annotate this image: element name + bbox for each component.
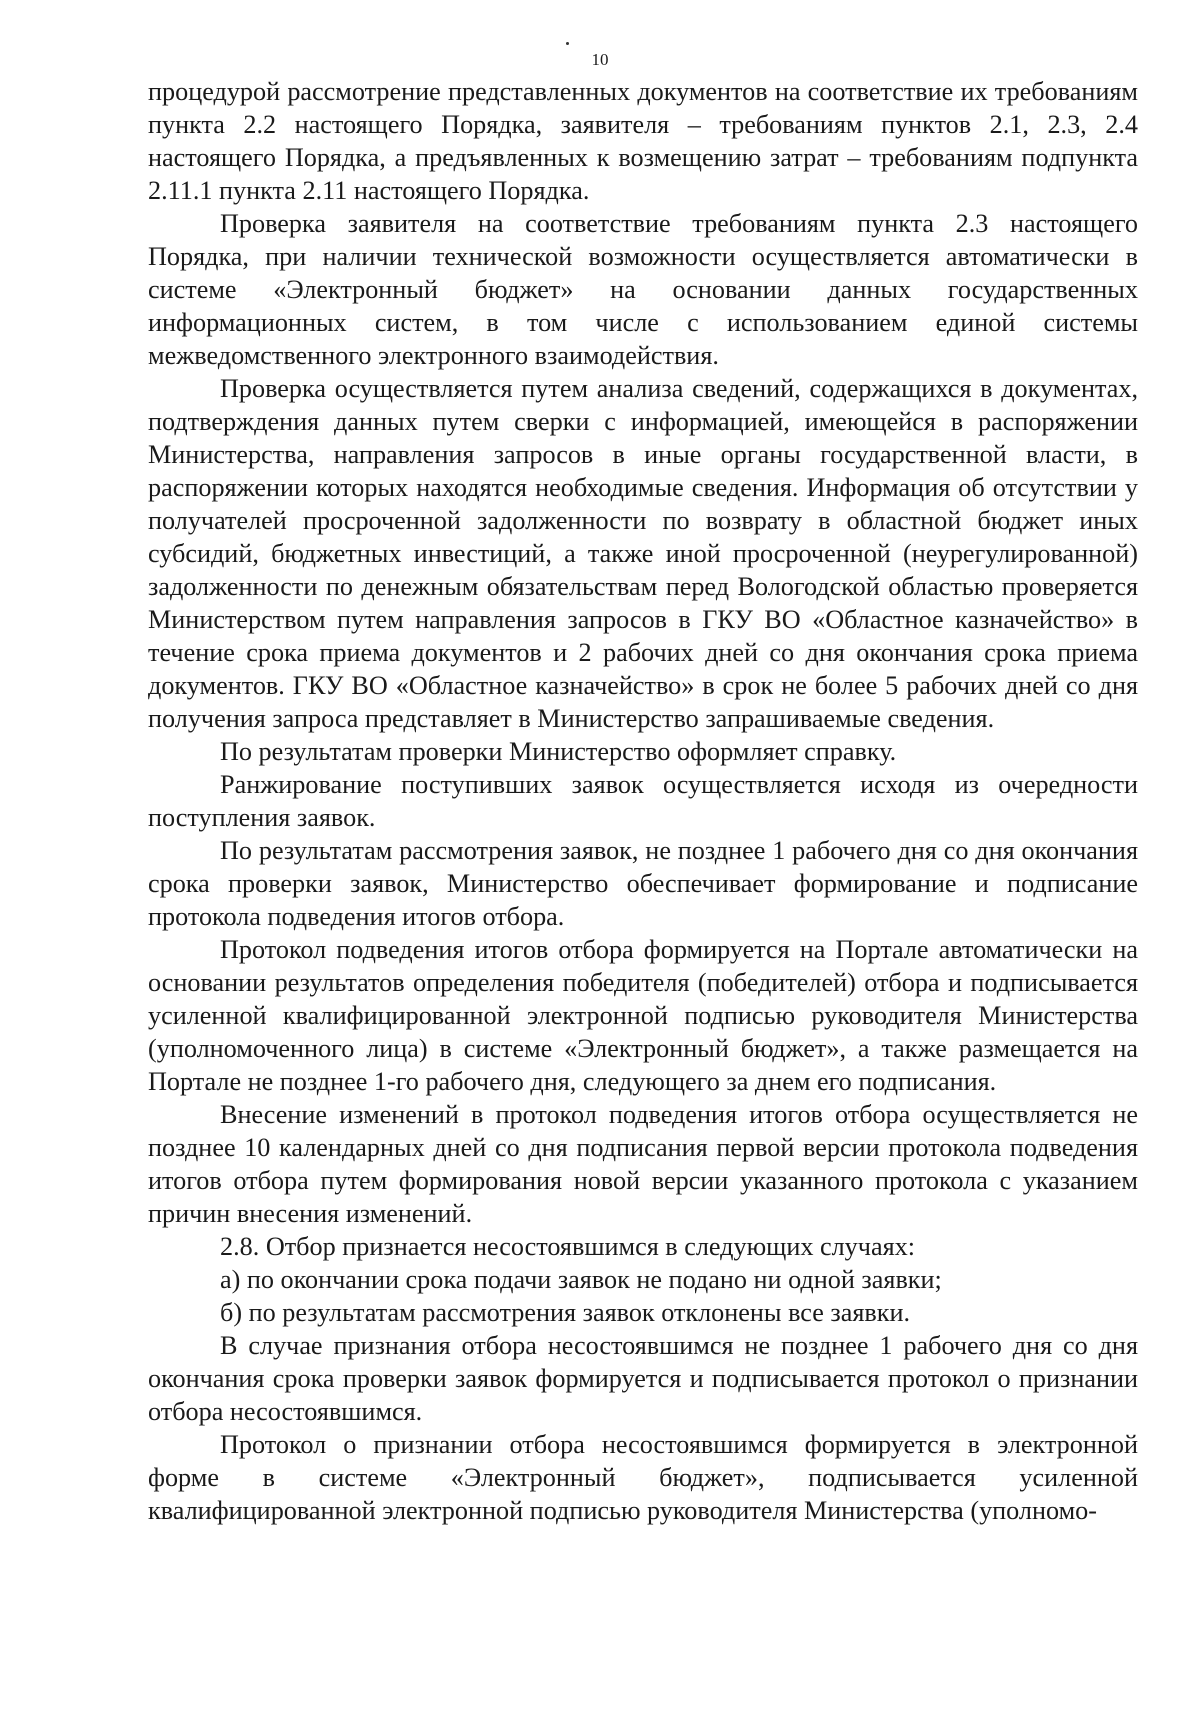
paragraph-section-2-8: 2.8. Отбор признается несостоявшимся в следующих случаях: — [220, 1232, 915, 1261]
scan-speck — [566, 42, 569, 45]
paragraph-review-results: По результатам рассмотрения заявок, не позднее 1 рабочего дня со дня окончания срока проверки заявок, Министерство обеспечивает формирование и подписание протокола подведения итогов отбора. — [148, 836, 1138, 931]
paragraph-applicant-check: Проверка заявителя на соответствие требованиям пункта 2.3 настоящего Порядка, при наличии технической возможности осуществляется автоматически в системе «Электронный бюджет» на основании данных государственных информационных систем, в том числе с использованием единой системы межведомственного электронного взаимодействия. — [148, 209, 1138, 370]
paragraph-check-procedure: Проверка осуществляется путем анализа сведений, содержащихся в документах, подтверждения данных путем сверки с информацией, имеющейся в распоряжении Министерства, направления запросов в иные органы государственной власти, в распоряжении которых находятся необходимые сведения. Информация об отсутствии у получателей просроченной задолженности по возврату в областной бюджет иных субсидий, бюджетных инвестиций, а также иной просроченной (неурегулированной) задолженности по денежным обязательствам перед Вологодской областью проверяется Министерством путем направления запросов в ГКУ ВО «Областное казначейство» в течение срока приема документов и 2 рабочих дней со дня окончания срока приема документов. ГКУ ВО «Областное казначейство» в срок не более 5 рабочих дней со дня получения запроса представляет в Министерство запрашиваемые сведения. — [148, 374, 1138, 733]
paragraph-protocol-formation: Протокол подведения итогов отбора формируется на Портале автоматически на основании результатов определения победителя (победителей) отбора и подписывается усиленной квалифицированной электронной подписью руководителя Министерства (уполномоченного лица) в системе «Электронный бюджет», а также размещается на Портале не позднее 1-го рабочего дня, следующего за днем его подписания. — [148, 935, 1138, 1096]
paragraph-failed-protocol: Протокол о признании отбора несостоявшимся формируется в электронной форме в системе «Электронный бюджет», подписывается усиленной квалифицированной электронной подписью руководителя Министерства (уполномо- — [148, 1430, 1138, 1525]
paragraph-certificate: По результатам проверки Министерство оформляет справку. — [220, 737, 897, 766]
list-item-a: а) по окончании срока подачи заявок не подано ни одной заявки; — [220, 1265, 942, 1294]
paragraph-ranking: Ранжирование поступивших заявок осуществляется исходя из очередности поступления заявок. — [148, 770, 1138, 832]
page-number: 10 — [591, 50, 609, 69]
paragraph-protocol-changes: Внесение изменений в протокол подведения итогов отбора осуществляется не позднее 10 календарных дней со дня подписания первой версии протокола подведения итогов отбора путем формирования новой версии указанного протокола с указанием причин внесения изменений. — [148, 1100, 1138, 1228]
list-item-b: б) по результатам рассмотрения заявок отклонены все заявки. — [220, 1298, 911, 1327]
paragraph-continuation: процедурой рассмотрение представленных документов на соответствие их требованиям пункта 2.2 настоящего Порядка, заявителя – требованиям пунктов 2.1, 2.3, 2.4 настоящего Порядка, а предъявленных к возмещению затрат – требованиям подпункта 2.11.1 пункта 2.11 настоящего Порядка. — [148, 77, 1138, 205]
paragraph-failed-selection: В случае признания отбора несостоявшимся не позднее 1 рабочего дня со дня окончания срока проверки заявок формируется и подписывается протокол о признании отбора несостоявшимся. — [148, 1331, 1138, 1426]
document-body — [148, 75, 1138, 1527]
